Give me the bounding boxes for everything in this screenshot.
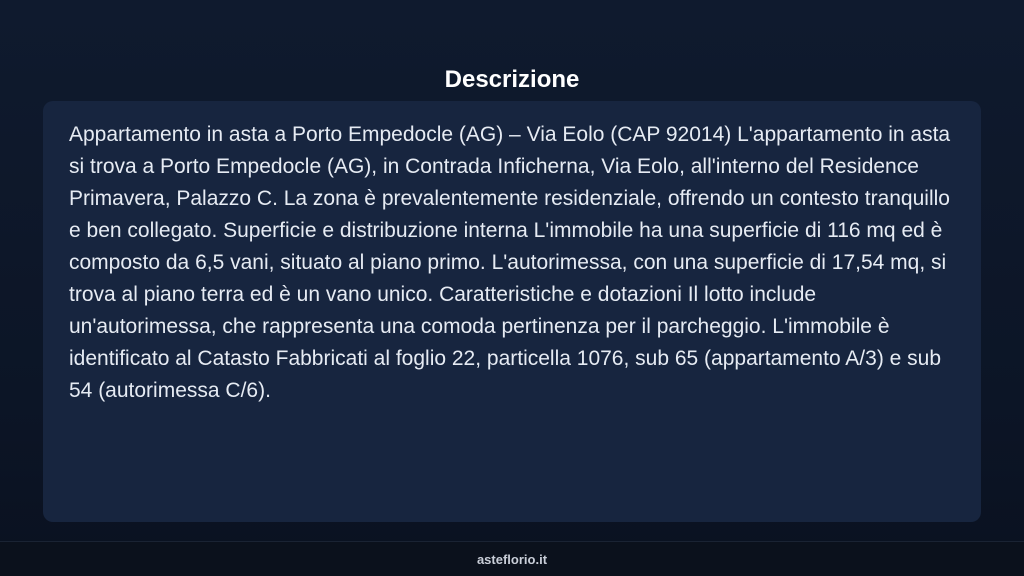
page-title: Descrizione [444,66,580,94]
description-text: Appartamento in asta a Porto Empedocle (AG) – Via Eolo (CAP 92014) L'appartamento in asta si trova a Porto Empedocle (AG), in Contrada Inficherna, Via Eolo, all'interno del Residence Primavera, Palazzo C. La zona è prevalentemente residenziale, offrendo un contesto tranquillo e ben collegato. Superficie e distribuzione interna L'immobile ha una superficie di 116 mq ed è composto da 6,5 vani, situato al piano primo. L'autorimessa, con una superficie di 17,54 mq, si trova al piano terra ed è un vano unico. Caratteristiche e dotazioni Il lotto include un'autorimessa, che rappresenta una comoda pertinenza per il parcheggio. L'immobile è identificato al Catasto Fabbricati al foglio 22, particella 1076, sub 65 (appartamento A/3) e sub 54 (autorimessa C/6). [69,123,951,402]
footer-bar [0,541,1024,576]
footer-brand: asteflorio.it [476,551,548,567]
description-card [43,101,981,522]
